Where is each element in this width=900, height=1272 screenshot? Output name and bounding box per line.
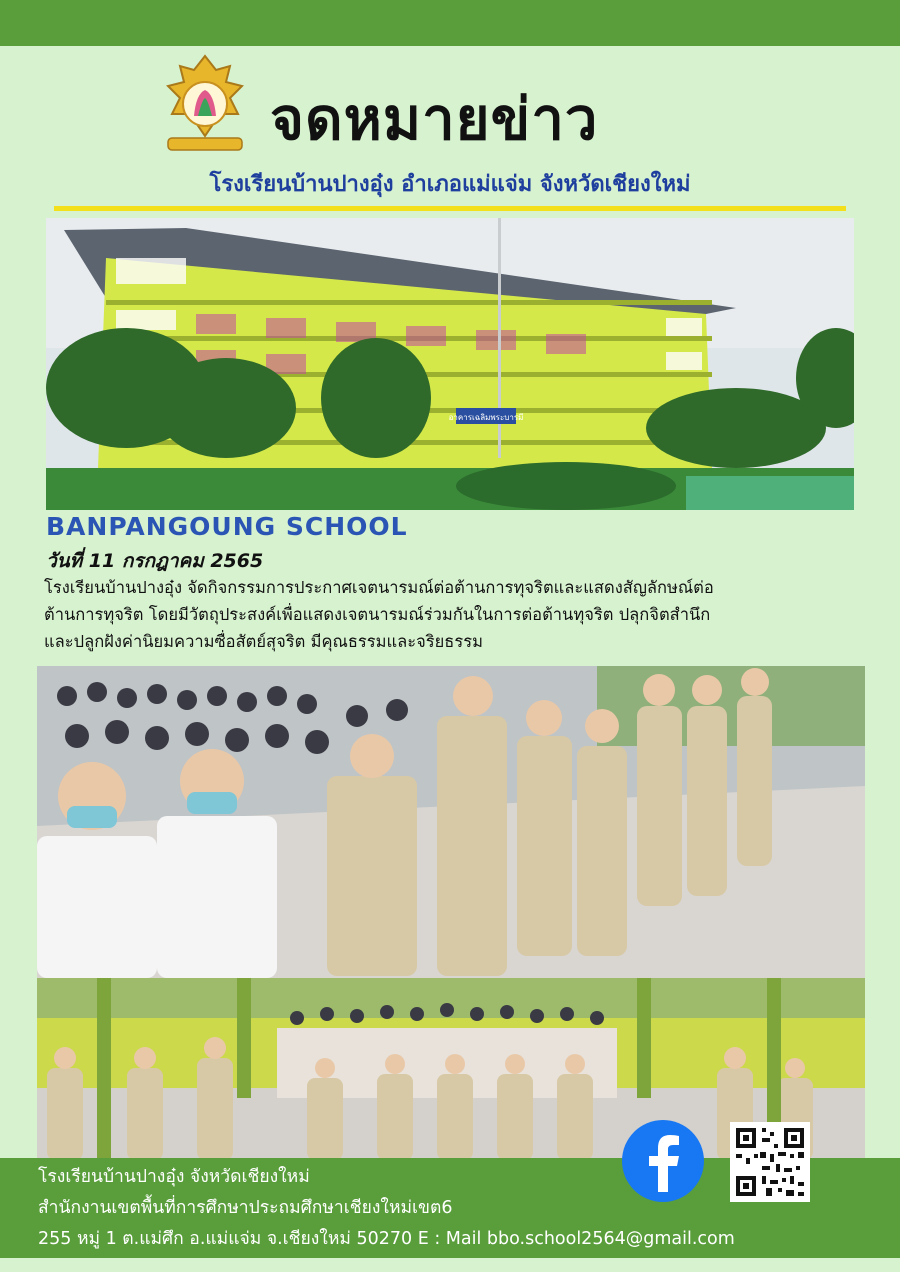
bottom-strip	[0, 1258, 900, 1272]
newsletter-title: จดหมายข่าว	[270, 85, 599, 153]
article-date: วันที่ 11 กรกฎาคม 2565	[46, 550, 264, 572]
article-body	[44, 574, 864, 655]
school-subtitle: โรงเรียนบ้านปางอุ๋ง อำเภอแม่แจ่ม จังหวัดเชียงใหม่	[209, 172, 691, 197]
footer-address: 255 หมู่ 1 ต.แม่ศึก อ.แม่แจ่ม จ.เชียงใหม่ 50270 E : Mail bbo.school2564@gmail.com	[38, 1229, 735, 1249]
top-banner	[0, 0, 900, 46]
article-line: โรงเรียนบ้านปางอุ๋ง จัดกิจกรรมการประกาศเจตนารมณ์ต่อต้านการทุจริตและแสดงสัญลักษณ์ต่อ	[44, 578, 714, 597]
school-building-photo	[46, 218, 854, 510]
facebook-icon[interactable]	[622, 1120, 704, 1202]
article-line: และปลูกฝังค่านิยมความซื่อสัตย์สุจริต มีคุณธรรมและจริยธรรม	[44, 632, 483, 651]
building-sign: อาคารเฉลิมพระบารมี	[448, 413, 524, 422]
article-line: ต้านการทุจริต โดยมีวัตถุประสงค์เพื่อแสดงเจตนารมณ์ร่วมกันในการต่อต้านทุจริต ปลุกจิตสำนึก	[44, 605, 711, 624]
school-name-heading: BANPANGOUNG SCHOOL	[46, 512, 408, 541]
school-logo	[160, 52, 250, 154]
qr-code-icon[interactable]	[730, 1122, 810, 1202]
footer-school: โรงเรียนบ้านปางอุ๋ง จังหวัดเชียงใหม่	[38, 1167, 310, 1187]
footer-office: สำนักงานเขตพื้นที่การศึกษาประถมศึกษาเชียงใหม่เขต6	[38, 1198, 453, 1218]
event-photo-teachers	[37, 666, 865, 978]
divider-line	[54, 206, 846, 211]
